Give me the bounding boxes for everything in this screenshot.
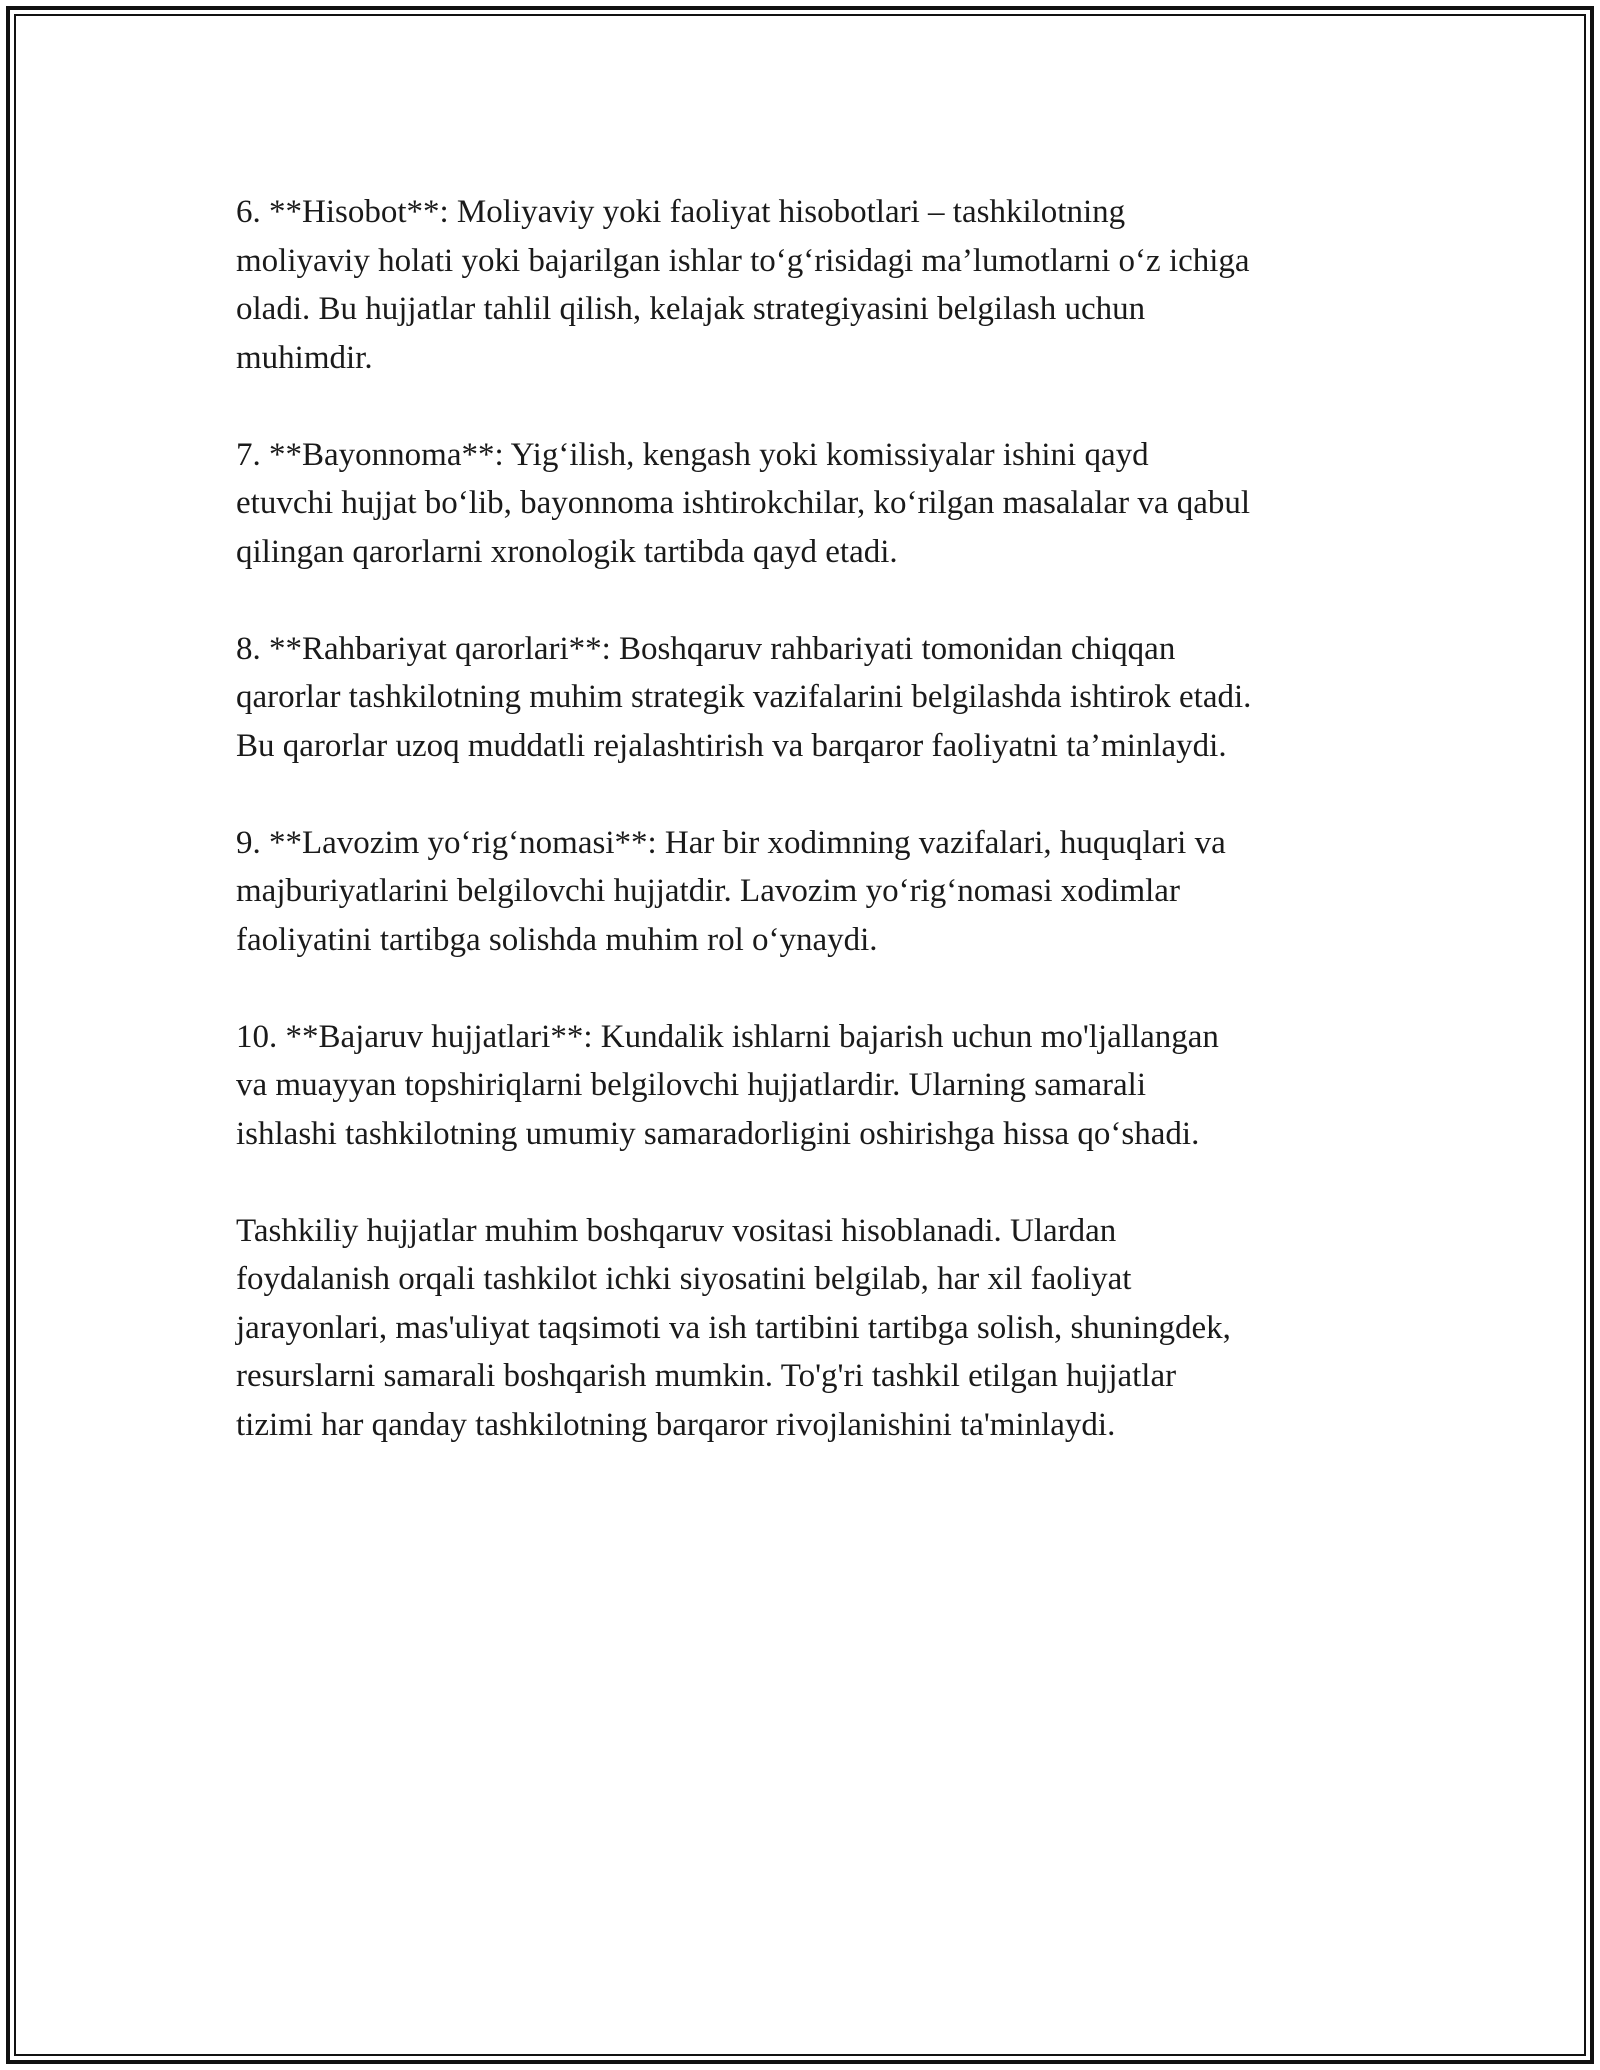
paragraph-line: Tashkiliy hujjatlar muhim boshqaruv vositasi hisoblanadi. Ulardan [236, 1212, 1117, 1249]
paragraph-line: muhimdir. [236, 339, 373, 376]
paragraph-rahbariyat-qarorlari [236, 625, 1366, 771]
paragraph-line: 9. **Lavozim yo‘rig‘nomasi**: Har bir xodimning vazifalari, huquqlari va [236, 824, 1226, 861]
paragraph-line: jarayonlari, mas'uliyat taqsimoti va ish tartibini tartibga solish, shuningdek, [236, 1309, 1231, 1346]
paragraph-bajaruv-hujjatlari [236, 1013, 1366, 1159]
paragraph-line: va muayyan topshiriqlarni belgilovchi hujjatlardir. Ularning samarali [236, 1067, 1147, 1103]
document-body [236, 188, 1366, 1498]
paragraph-line: faoliyatini tartibga solishda muhim rol o‘ynaydi. [236, 921, 878, 958]
paragraph-line: majburiyatlarini belgilovchi hujjatdir. Lavozim yo‘rig‘nomasi xodimlar [236, 873, 1180, 909]
paragraph-line: tizimi har qanday tashkilotning barqaror rivojlanishini ta'minlaydi. [236, 1406, 1116, 1443]
paragraph-line: 6. **Hisobot**: Moliyaviy yoki faoliyat hisobotlari – tashkilotning [236, 194, 1126, 230]
paragraph-line: qilingan qarorlarni xronologik tartibda qayd etadi. [236, 533, 898, 570]
paragraph-line: resurslarni samarali boshqarish mumkin. To'g'ri tashkil etilgan hujjatlar [236, 1358, 1177, 1394]
paragraph-line: 8. **Rahbariyat qarorlari**: Boshqaruv rahbariyati tomonidan chiqqan [236, 630, 1176, 667]
paragraph-bayonnoma [236, 431, 1366, 577]
paragraph-line: 10. **Bajaruv hujjatlari**: Kundalik ishlarni bajarish uchun mo'ljallangan [236, 1018, 1219, 1055]
paragraph-line: oladi. Bu hujjatlar tahlil qilish, kelajak strategiyasini belgilash uchun [236, 291, 1146, 327]
paragraph-line: ishlashi tashkilotning umumiy samaradorligini oshirishga hissa qo‘shadi. [236, 1115, 1200, 1152]
paragraph-line: moliyaviy holati yoki bajarilgan ishlar to‘g‘risidagi ma’lumotlarni o‘z ichiga [236, 242, 1250, 279]
paragraph-lavozim-yorignomasi [236, 819, 1366, 965]
paragraph-hisobot [236, 188, 1366, 382]
paragraph-line: qarorlar tashkilotning muhim strategik vazifalarini belgilashda ishtirok etadi. [236, 679, 1252, 715]
paragraph-line: 7. **Bayonnoma**: Yig‘ilish, kengash yoki komissiyalar ishini qayd [236, 436, 1149, 473]
paragraph-line: foydalanish orqali tashkilot ichki siyosatini belgilab, har xil faoliyat [236, 1261, 1132, 1297]
paragraph-line: etuvchi hujjat bo‘lib, bayonnoma ishtirokchilar, ko‘rilgan masalalar va qabul [236, 485, 1251, 521]
paragraph-xulosa [236, 1207, 1366, 1450]
paragraph-line: Bu qarorlar uzoq muddatli rejalashtirish va barqaror faoliyatni ta’minlaydi. [236, 727, 1227, 764]
